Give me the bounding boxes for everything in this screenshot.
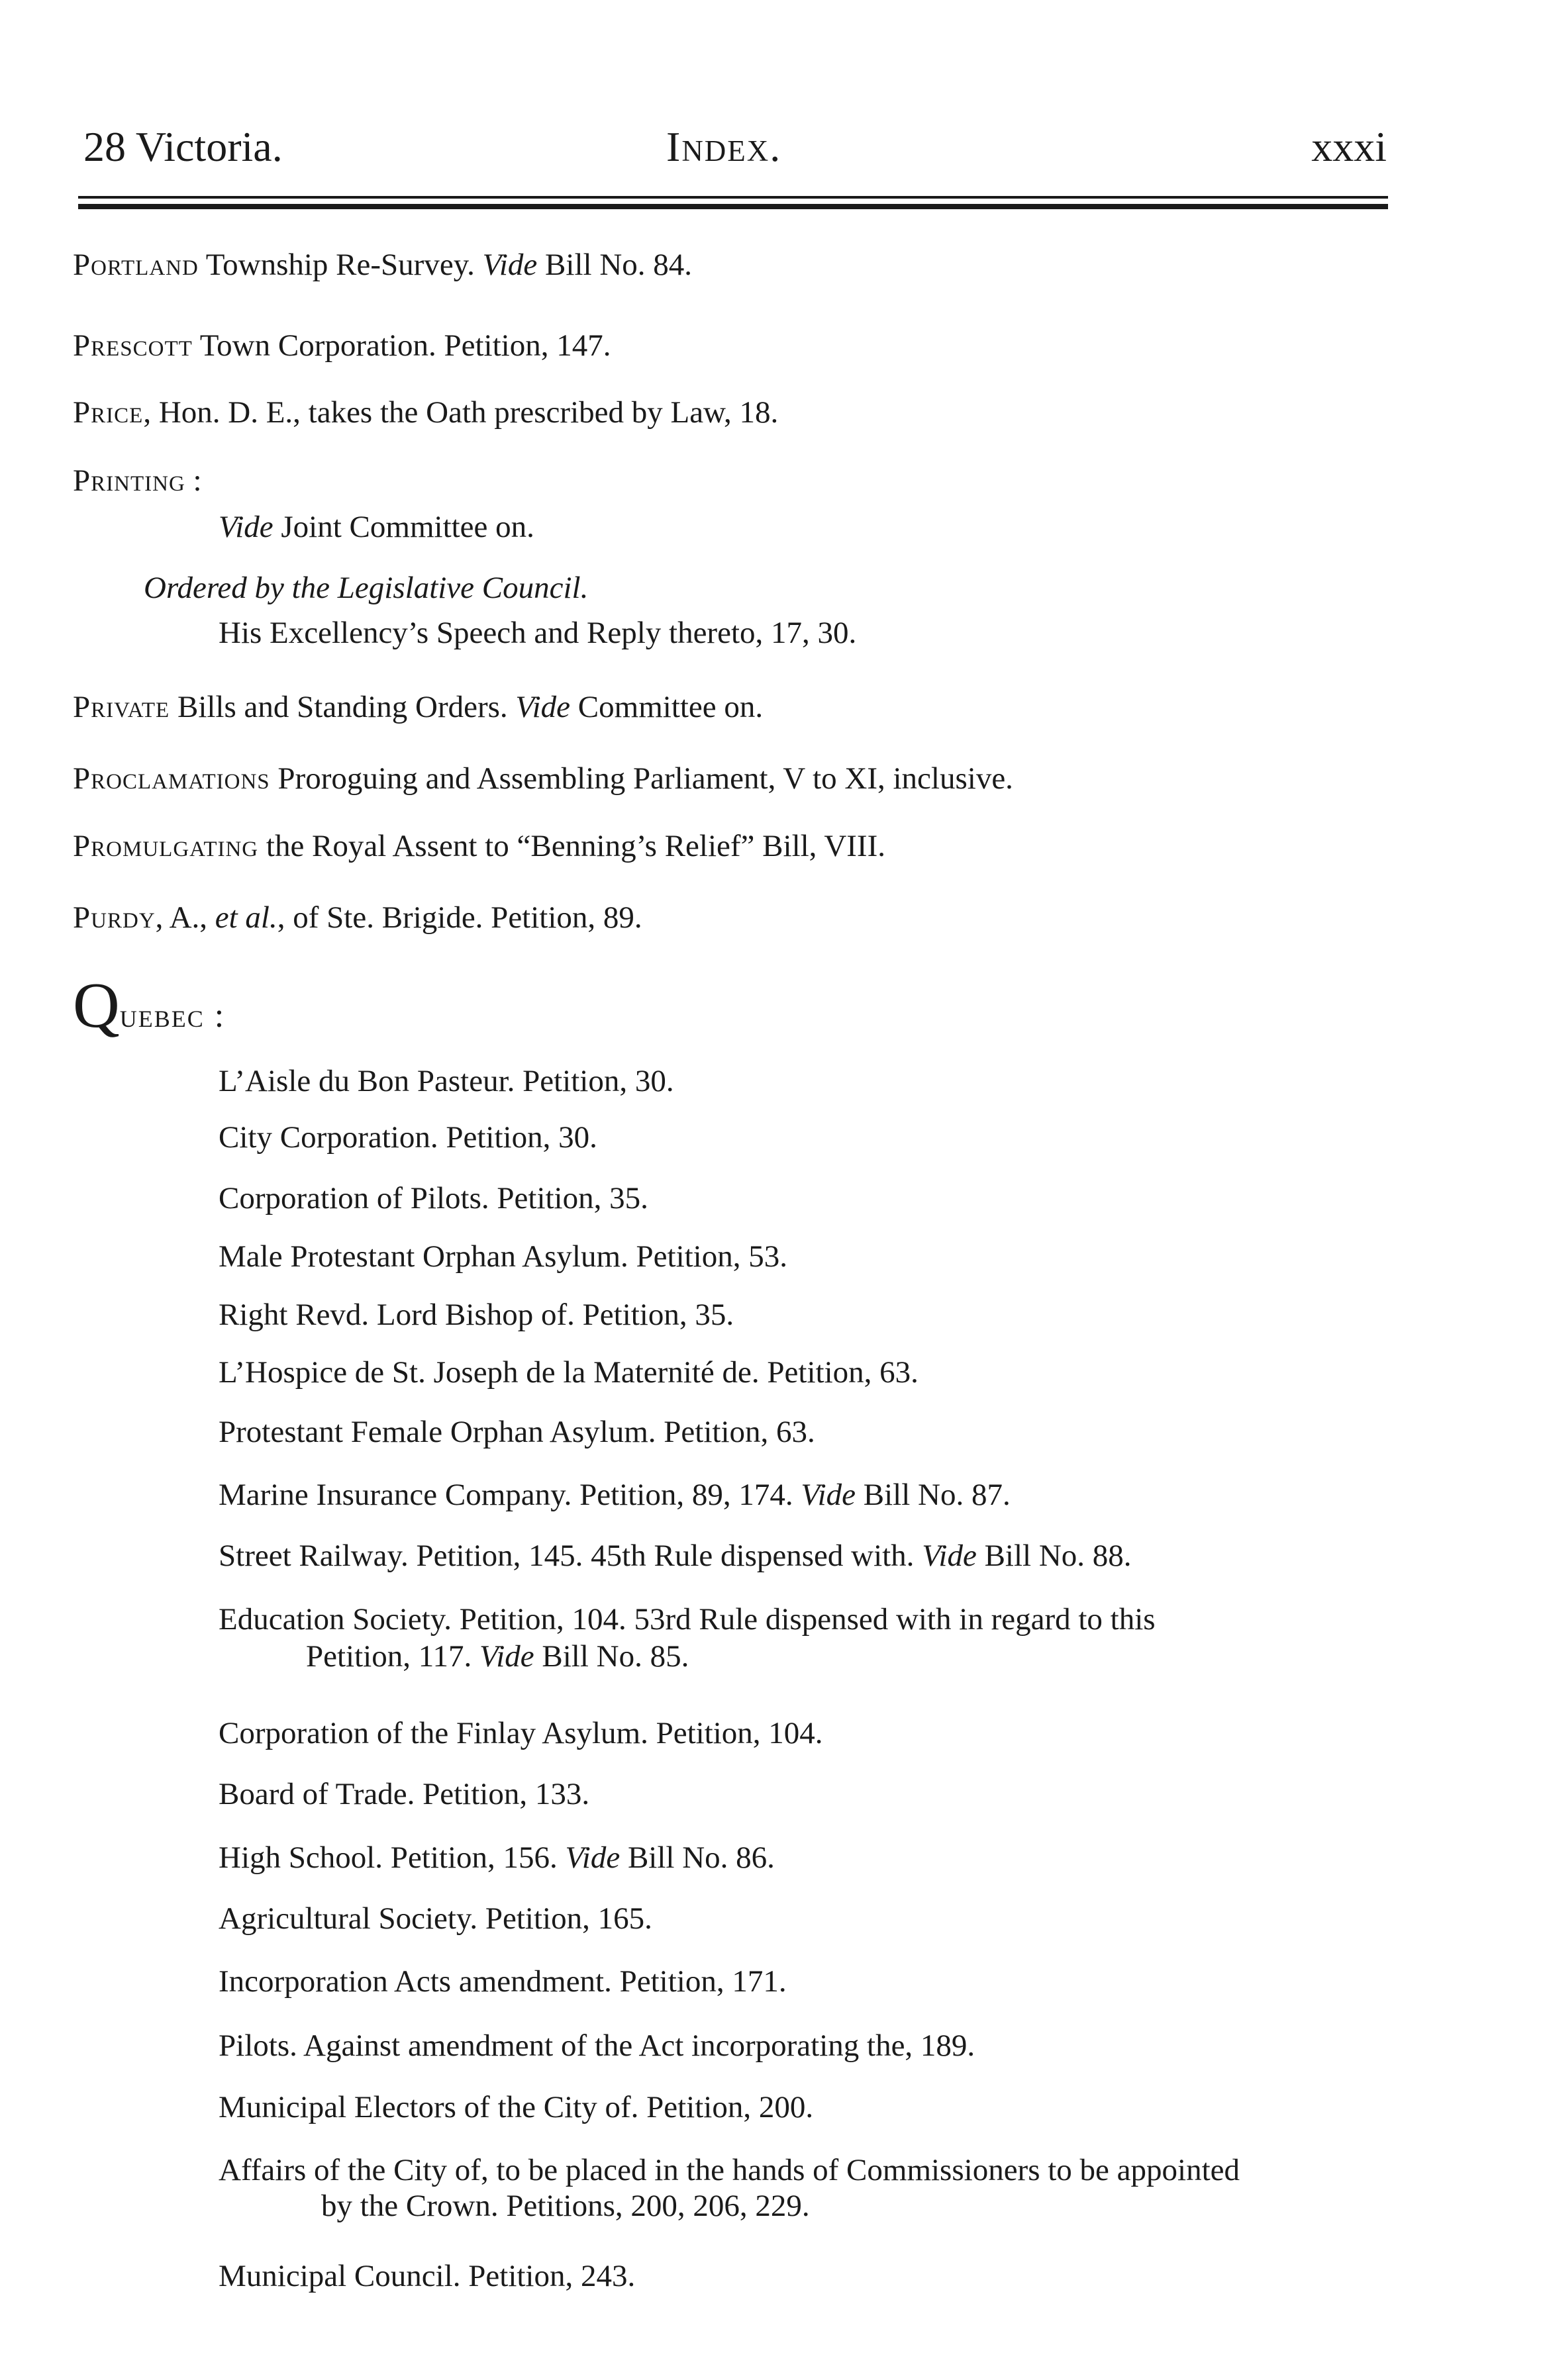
header-rule-thick <box>78 204 1388 209</box>
quebec-item <box>219 1839 775 1876</box>
entry-italic: et al. <box>215 900 277 935</box>
entry-head: Private <box>73 690 170 724</box>
quebec-item: Pilots. Against amendment of the Act incorporating the, 189. <box>219 2028 975 2063</box>
printing-vide-italic: Vide <box>219 510 274 544</box>
entry-text: Bills and Standing Orders. <box>170 690 516 724</box>
quebec-item: Incorporation Acts amendment. Petition, 171. <box>219 1964 787 1999</box>
quebec-item: Protestant Female Orphan Asylum. Petition, 63. <box>219 1415 815 1449</box>
printing-vide-line <box>219 508 534 546</box>
entry-text: : <box>185 463 202 498</box>
entry-text: Town Corporation. Petition, 147. <box>192 328 611 363</box>
quebec-item-continuation: by the Crown. Petitions, 200, 206, 229. <box>321 2189 810 2223</box>
entry-tail: Bill No. 84. <box>537 248 693 282</box>
index-entry-prescott <box>73 327 611 364</box>
printing-speech-line: His Excellency’s Speech and Reply thereto, 17, 30. <box>219 616 857 650</box>
quebec-item: L’Hospice de St. Joseph de la Maternité de. Petition, 63. <box>219 1355 919 1390</box>
entry-head: Portland <box>73 248 199 282</box>
quebec-item-cont-italic: Vide <box>479 1639 534 1674</box>
index-entry-quebec <box>73 970 226 1041</box>
quebec-item-cont-text: Petition, 117. <box>306 1639 479 1674</box>
index-entry-proclamations <box>73 760 1013 797</box>
entry-head: Proclamations <box>73 761 270 796</box>
quebec-item: Male Protestant Orphan Asylum. Petition, 53. <box>219 1239 787 1274</box>
entry-head: Printing <box>73 463 185 498</box>
entry-text: Proroguing and Assembling Parliament, V to XI, inclusive. <box>270 761 1013 796</box>
quebec-item-cont-tail: Bill No. 85. <box>534 1639 689 1674</box>
header-session: 28 Victoria. <box>83 123 283 170</box>
quebec-item: Corporation of Pilots. Petition, 35. <box>219 1181 648 1215</box>
header-title: Index. <box>666 123 782 170</box>
quebec-item-italic: Vide <box>801 1478 856 1512</box>
entry-tail: Committee on. <box>570 690 764 724</box>
index-entry-purdy <box>73 899 642 936</box>
quebec-item: Corporation of the Finlay Asylum. Petition, 104. <box>219 1716 823 1750</box>
entry-head: Price <box>73 395 144 430</box>
entry-head: Purdy <box>73 900 156 935</box>
quebec-item <box>219 1537 1132 1574</box>
index-entry-promulgating <box>73 828 885 865</box>
quebec-item-tail: Bill No. 86. <box>620 1840 775 1875</box>
quebec-item-tail: Bill No. 87. <box>856 1478 1011 1512</box>
quebec-item-italic: Vide <box>565 1840 621 1875</box>
quebec-initial-letter: Q <box>73 970 120 1041</box>
quebec-item-italic: Vide <box>922 1539 977 1573</box>
quebec-item-text: Marine Insurance Company. Petition, 89, 174. <box>219 1478 801 1512</box>
quebec-item-text: Street Railway. Petition, 145. 45th Rule dispensed with. <box>219 1539 922 1573</box>
index-entry-printing <box>73 462 202 499</box>
header-rule-thin <box>78 196 1388 199</box>
quebec-item: Agricultural Society. Petition, 165. <box>219 1901 652 1936</box>
entry-text: the Royal Assent to “Benning’s Relief” Bill, VIII. <box>258 829 885 863</box>
quebec-item: Affairs of the City of, to be placed in the hands of Commissioners to be appointed <box>219 2153 1240 2187</box>
quebec-item-text: High School. Petition, 156. <box>219 1840 566 1875</box>
quebec-item-continuation <box>306 1638 689 1675</box>
entry-tail: , of Ste. Brigide. Petition, 89. <box>277 900 642 935</box>
index-entry-price <box>73 394 778 431</box>
page-header <box>83 122 1387 175</box>
entry-head: Promulgating <box>73 829 259 863</box>
quebec-item: Education Society. Petition, 104. 53rd Rule dispensed with in regard to this <box>219 1602 1156 1637</box>
printing-vide-rest: Joint Committee on. <box>273 510 534 544</box>
index-entry-portland <box>73 246 692 283</box>
quebec-item: Municipal Council. Petition, 243. <box>219 2259 636 2293</box>
printing-ordered-line: Ordered by the Legislative Council. <box>144 571 589 605</box>
entry-text: , Hon. D. E., takes the Oath prescribed by Law, 18. <box>143 395 779 430</box>
entry-head: Prescott <box>73 328 193 363</box>
index-entry-private <box>73 689 763 726</box>
entry-italic: Vide <box>482 248 538 282</box>
entry-text: , A., <box>155 900 215 935</box>
quebec-item: Municipal Electors of the City of. Petition, 200. <box>219 2090 814 2124</box>
quebec-item: City Corporation. Petition, 30. <box>219 1120 597 1155</box>
entry-italic: Vide <box>515 690 571 724</box>
entry-text: Township Re-Survey. <box>198 248 483 282</box>
quebec-item: L’Aisle du Bon Pasteur. Petition, 30. <box>219 1064 674 1098</box>
header-page-number: xxxi <box>1311 123 1387 170</box>
quebec-heading-rest: uebec : <box>119 997 226 1035</box>
quebec-item <box>219 1476 1011 1513</box>
quebec-item: Board of Trade. Petition, 133. <box>219 1777 590 1811</box>
quebec-item: Right Revd. Lord Bishop of. Petition, 35. <box>219 1298 734 1332</box>
quebec-item-tail: Bill No. 88. <box>976 1539 1132 1573</box>
